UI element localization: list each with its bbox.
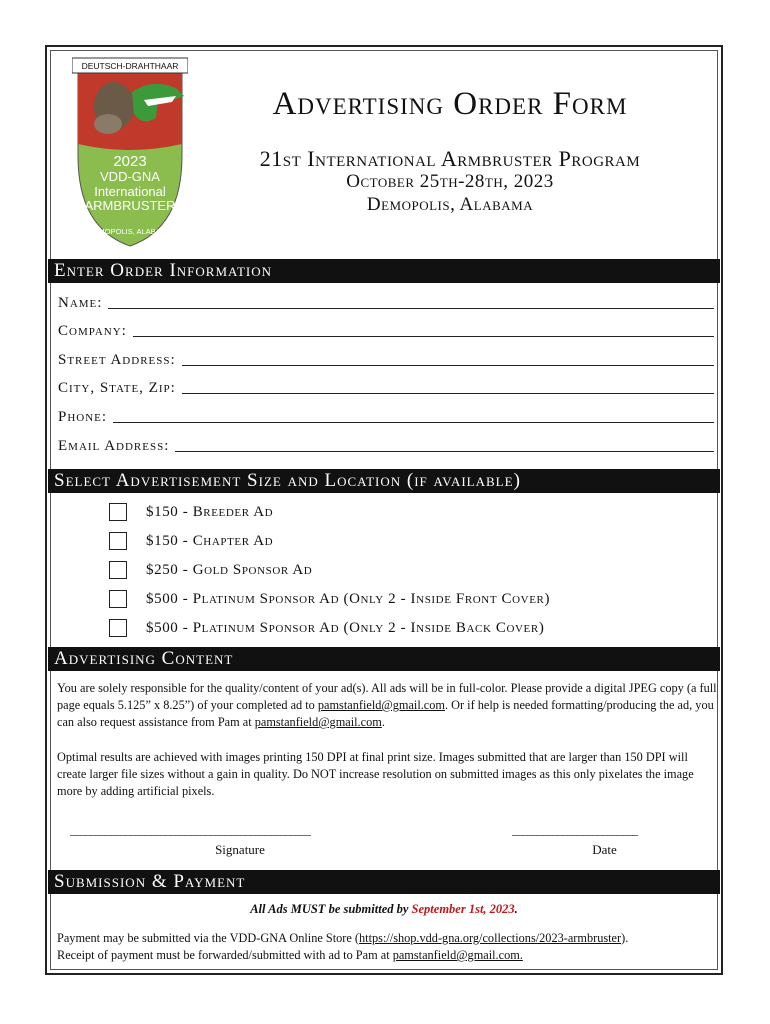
dog-beard (94, 114, 122, 134)
deadline-notice (48, 902, 720, 917)
checkbox[interactable] (109, 561, 127, 579)
email-field[interactable] (58, 434, 714, 456)
receipt-text: Receipt of payment must be forwarded/submitted with ad to Pam at (57, 948, 393, 962)
company-label: Company: (58, 323, 127, 339)
option-label: $500 - Platinum Sponsor Ad (Only 2 - Inside Front Cover) (146, 590, 551, 607)
email-link[interactable]: pamstanfield@gmail.com (317, 698, 445, 712)
logo-arc-text: DEMOPOLIS, ALABAMA (88, 227, 172, 236)
ad-content-heading: Advertising Content (48, 647, 720, 671)
deadline-end: . (514, 902, 518, 916)
submission-heading: Submission & Payment (48, 870, 720, 894)
option-label: $250 - Gold Sponsor Ad (146, 561, 313, 578)
company-input-line[interactable] (133, 336, 714, 337)
phone-label: Phone: (58, 409, 108, 425)
name-label: Name: (58, 295, 103, 311)
signature-line[interactable]: ________________________________________________ (70, 823, 310, 837)
email-input-line[interactable] (175, 451, 714, 452)
resolution-note: Optimal results are achieved with images printing 150 DPI at final print size. Images submitted that are larger than 150 DPI will create larger file sizes without a gain in quality. Do NOT increase resolution on submitted images as this only pixelates the image more by adding artificial pixels. (57, 750, 694, 798)
store-link[interactable]: https://shop.vdd-gna.org/collections/2023-armbruster (359, 931, 622, 945)
page-title: Advertising Order Form (272, 86, 628, 122)
event-location: Demopolis, Alabama (366, 194, 534, 215)
ad-size-heading: Select Advertisement Size and Location (if available) (48, 469, 720, 493)
order-info-heading: Enter Order Information (48, 259, 720, 283)
street-address-input-line[interactable] (182, 365, 714, 366)
street-address-field[interactable] (58, 348, 714, 370)
name-field[interactable] (58, 291, 714, 313)
email-label: Email Address: (58, 438, 170, 454)
option-platinum-front-cover[interactable] (109, 588, 550, 610)
receipt-email-link[interactable]: pamstanfield@gmail.com. (392, 948, 523, 962)
date-line[interactable]: _________________________ (512, 823, 637, 837)
option-label: $150 - Chapter Ad (146, 532, 274, 549)
content-instructions (57, 680, 717, 731)
payment-text: Payment may be submitted via the VDD-GNA Online Store ( (57, 931, 360, 945)
date-label: Date (592, 842, 617, 857)
option-label: $150 - Breeder Ad (146, 503, 274, 520)
option-label: $500 - Platinum Sponsor Ad (Only 2 - Inside Back Cover) (146, 619, 545, 636)
checkbox[interactable] (109, 503, 127, 521)
checkbox[interactable] (109, 590, 127, 608)
city-state-zip-field[interactable] (58, 376, 714, 398)
payment-instructions (57, 930, 717, 964)
city-state-zip-input-line[interactable] (182, 393, 714, 394)
street-address-label: Street Address: (58, 352, 176, 368)
logo-year: 2023 (113, 153, 147, 170)
name-input-line[interactable] (108, 308, 714, 309)
phone-field[interactable] (58, 405, 714, 427)
email-link-2[interactable]: pamstanfield@gmail.com (254, 715, 382, 729)
program-name: 21st International Armbruster Program (259, 146, 641, 171)
option-chapter-ad[interactable] (109, 530, 273, 552)
city-state-zip-label: City, State, Zip: (58, 380, 176, 396)
armbruster-logo (72, 56, 188, 248)
checkbox[interactable] (109, 619, 127, 637)
payment-text-end: ). (621, 931, 629, 945)
instructions-text: You are solely responsible for the quality/content of your ad(s). All ads will be in full-color. Please provide a digital JPEG copy (a full page equals 5.125” x 8.25”) of your completed ad to (57, 681, 717, 712)
checkbox[interactable] (109, 532, 127, 550)
signature-label: Signature (215, 842, 265, 857)
option-gold-sponsor-ad[interactable] (109, 559, 312, 581)
logo-line2: International (94, 184, 166, 199)
deadline-text: All Ads MUST be submitted by (250, 902, 412, 916)
phone-input-line[interactable] (113, 422, 714, 423)
option-breeder-ad[interactable] (109, 501, 273, 523)
logo-org: VDD-GNA (100, 169, 160, 184)
company-field[interactable] (58, 319, 714, 341)
option-platinum-back-cover[interactable] (109, 617, 544, 639)
event-dates: October 25th-28th, 2023 (346, 171, 554, 192)
logo-line3: ARMBRUSTER (84, 198, 176, 213)
instructions-text-2: . Or if help is needed formatting/producing the ad, you can also request assistance from Pam at (57, 698, 714, 729)
deadline-date: September 1st, 2023 (411, 902, 515, 916)
logo-banner-text: DEUTSCH-DRAHTHAAR (81, 61, 179, 71)
instructions-end: . (381, 715, 385, 729)
